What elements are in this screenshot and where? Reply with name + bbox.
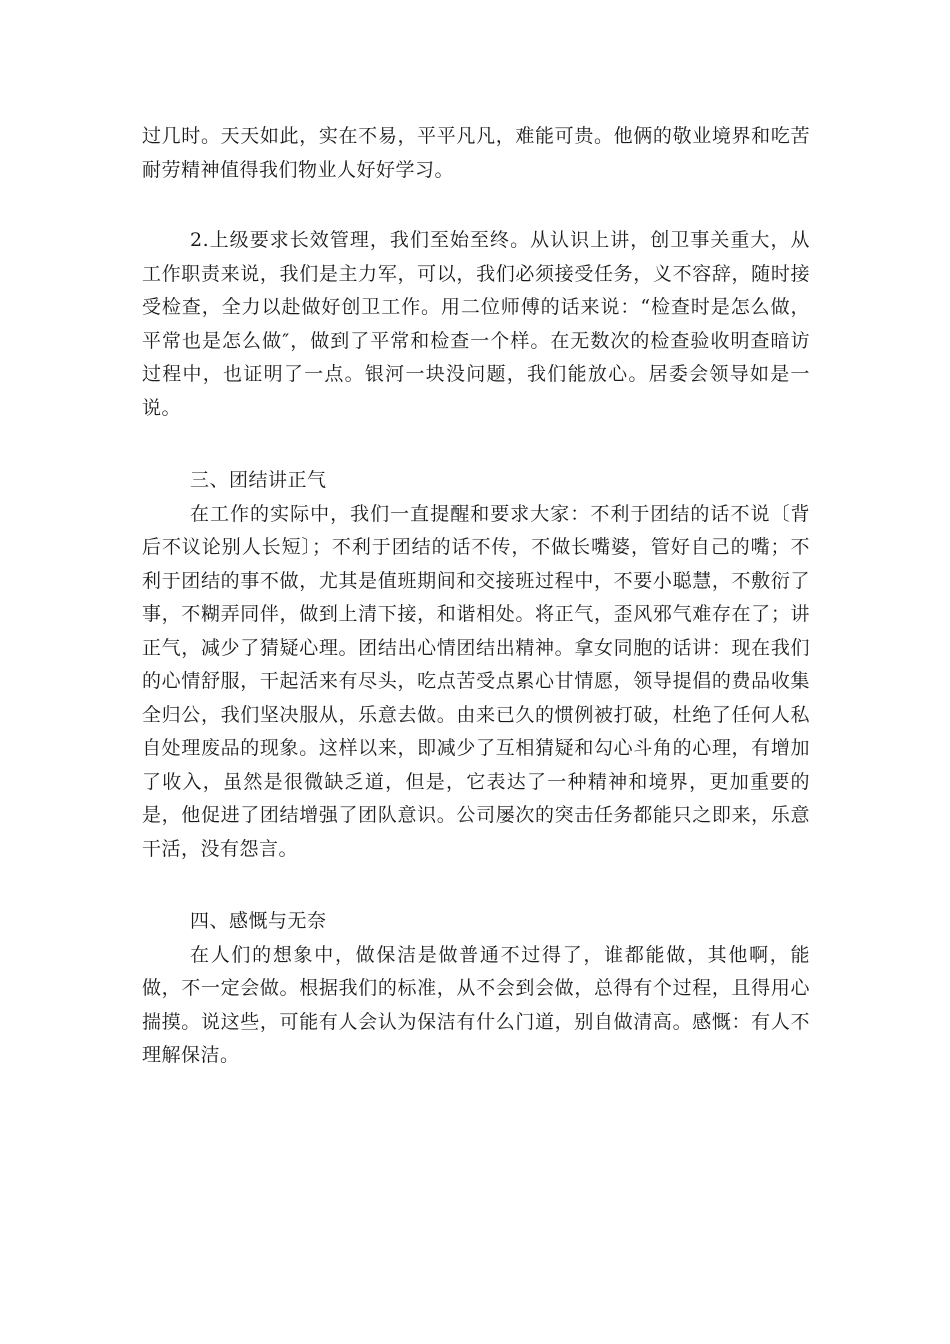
section-heading-unity: 三、团结讲正气 xyxy=(190,469,327,491)
paragraph-continuation: 过几时。天天如此，实在不易，平平凡凡，难能可贵。他俩的敬业境界和吃苦耐劳精神值得我们物业人好好学习。 xyxy=(142,125,810,181)
paragraph-unity: 在工作的实际中，我们一直提醒和要求大家：不利于团结的话不说〔背后不议论别人长短〕；不利于团结的话不传，不做长嘴婆，管好自己的嘴；不利于团结的事不做，尤其是值班期间和交接班过程中，不要小聪慧，不敷衍了事，不糊弄同伴，做到上清下接，和谐相处。将正气，歪风邪气难存在了；讲正气，减少了猜疑心理。团结出心情团结出精神。拿女同胞的话讲：现在我们的心情舒服，干起活来有尽头，吃点苦受点累心甘情愿，领导提倡的费品收集全归公，我们坚决服从，乐意去做。由来已久的惯例被打破，杜绝了任何人私自处理废品的现象。这样以来，即减少了互相猜疑和勾心斗角的心理，有增加了收入，虽然是很微缺乏道，但是，它表达了一种精神和境界，更加重要的是，他促进了团结增强了团队意识。公司屡次的突击任务都能只之即来，乐意干活，没有怨言。 xyxy=(142,502,810,860)
paragraph-long-term-management: 2.上级要求长效管理，我们至始至终。从认识上讲，创卫事关重大，从工作职责来说，我们是主力军，可以，我们必须接受任务，义不容辞，随时接受检查，全力以赴做好创卫工作。用二位师傅的话来说：“检查时是怎么做，平常也是怎么做″，做到了平常和检查一个样。在无数次的检查验收明查暗访过程中，也证明了一点。银河一块没问题，我们能放心。居委会领导如是一说。 xyxy=(142,229,810,419)
section-heading-reflections: 四、感慨与无奈 xyxy=(190,910,327,932)
paragraph-reflections: 在人们的想象中，做保洁是做普通不过得了，谁都能做，其他啊，能做，不一定会做。根据我们的标准，从不会到会做，总得有个过程，且得用心揣摸。说这些，可能有人会认为保洁有什么门道，别自做清高。感慨：有人不理解保洁。 xyxy=(142,943,810,1066)
